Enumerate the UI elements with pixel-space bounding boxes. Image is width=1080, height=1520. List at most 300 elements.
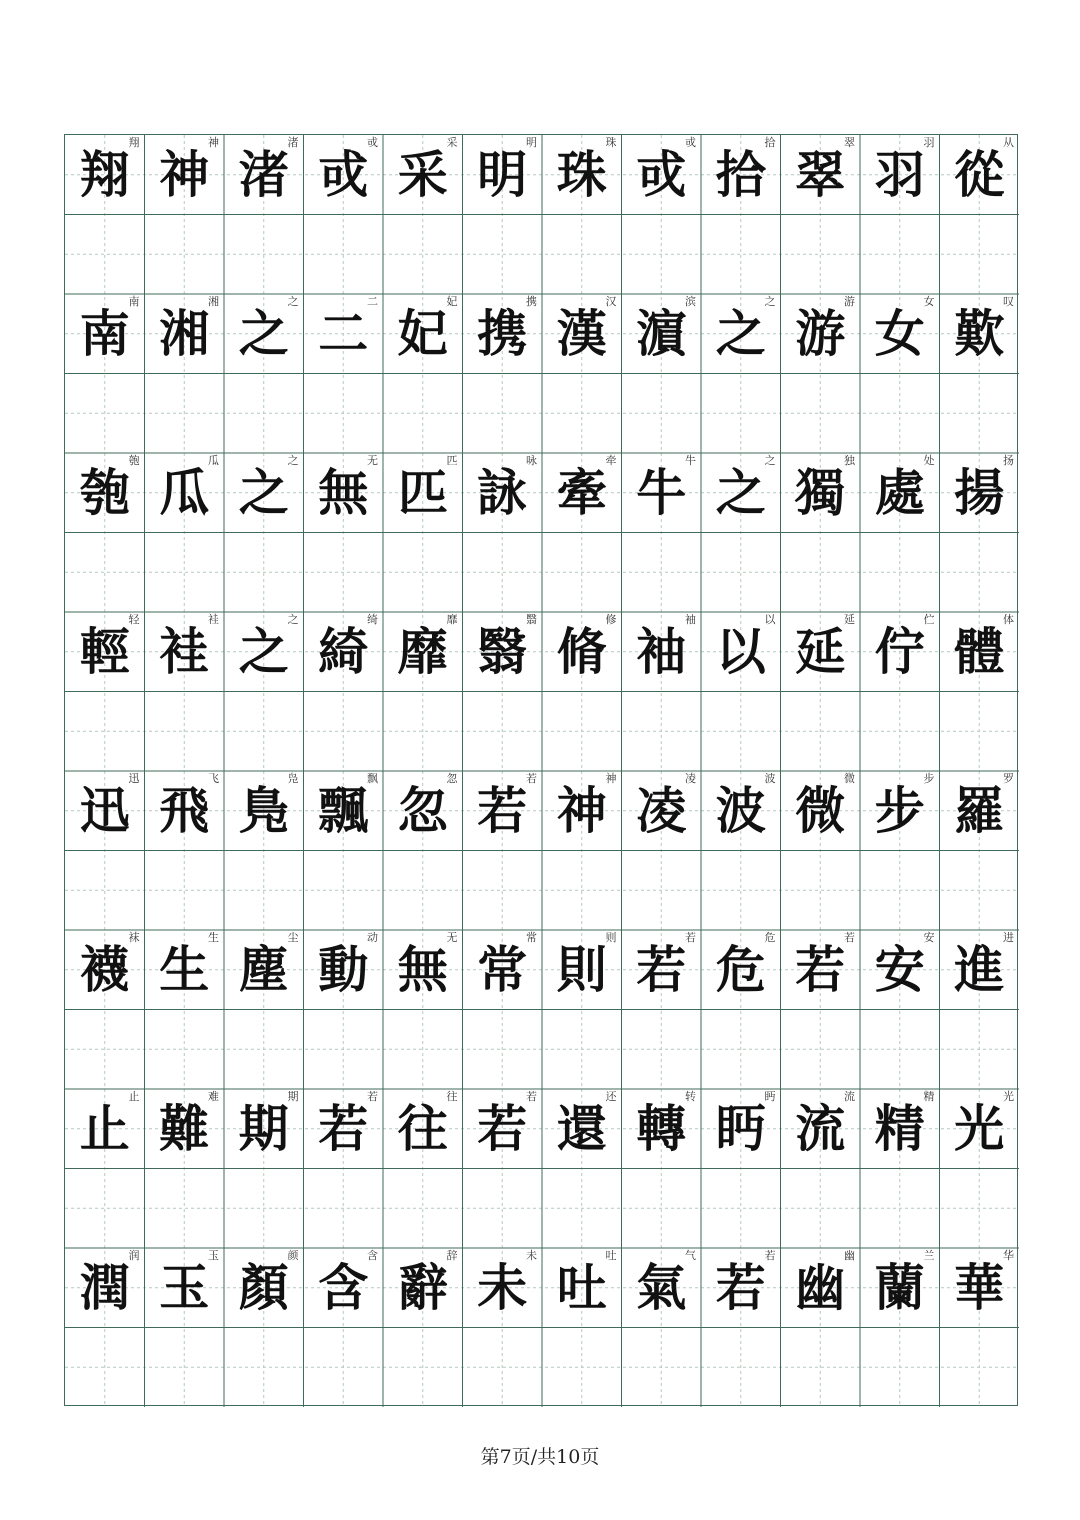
char-cell: [542, 612, 622, 692]
calligraphy-char: 幽: [795, 1258, 846, 1317]
practice-blank-cell: [622, 1010, 702, 1090]
char-cell: [65, 294, 145, 374]
calligraphy-char: 步: [874, 781, 925, 840]
practice-blank-cell: [65, 851, 145, 931]
calligraphy-char: 珠: [556, 145, 607, 204]
calligraphy-char: 凌: [636, 781, 687, 840]
calligraphy-char: 辭: [397, 1258, 448, 1317]
char-cell: [701, 771, 781, 851]
practice-blank-cell: [781, 1169, 861, 1249]
reference-char: 若: [844, 931, 855, 944]
char-cell: [781, 930, 861, 1010]
calligraphy-char: 光: [954, 1099, 1005, 1158]
practice-blank-cell: [622, 215, 702, 295]
calligraphy-char: 無: [397, 940, 448, 999]
calligraphy-char: 若: [715, 1258, 766, 1317]
char-cell: [940, 1089, 1020, 1169]
calligraphy-char: 以: [715, 622, 766, 681]
practice-blank-cell: [701, 692, 781, 772]
char-cell: [940, 453, 1020, 533]
practice-blank-cell: [383, 215, 463, 295]
practice-blank-cell: [463, 1010, 543, 1090]
reference-char: 转: [685, 1090, 696, 1103]
practice-blank-cell: [65, 1328, 145, 1408]
reference-char: 凌: [685, 772, 696, 785]
char-cell: [383, 1248, 463, 1328]
practice-blank-cell: [304, 692, 384, 772]
practice-row: [65, 1089, 1019, 1248]
calligraphy-char: 波: [715, 781, 766, 840]
calligraphy-char: 獨: [795, 463, 846, 522]
char-cell: [383, 1089, 463, 1169]
reference-char: 止: [128, 1090, 140, 1103]
practice-blank-cell: [65, 692, 145, 772]
calligraphy-char: 歎: [954, 304, 1005, 363]
char-cell: [542, 771, 622, 851]
practice-blank-cell: [224, 1010, 304, 1090]
practice-row: [65, 771, 1019, 930]
calligraphy-char: 顏: [238, 1258, 289, 1317]
reference-char: 牵: [605, 454, 617, 467]
calligraphy-char: 之: [715, 463, 766, 522]
practice-blank-cell: [383, 374, 463, 454]
practice-blank-cell: [622, 1169, 702, 1249]
calligraphy-char: 之: [238, 622, 289, 681]
practice-blank-cell: [860, 1328, 940, 1408]
char-cell: [224, 453, 304, 533]
practice-blank-cell: [781, 692, 861, 772]
char-cell: [304, 1248, 384, 1328]
calligraphy-char: 安: [874, 940, 925, 999]
reference-char: 若: [526, 1090, 537, 1103]
calligraphy-char: 湘: [159, 304, 210, 363]
practice-blank-cell: [622, 533, 702, 613]
char-cell: [860, 135, 940, 215]
char-cell: [383, 771, 463, 851]
char-cell: [542, 1248, 622, 1328]
reference-char: 绮: [367, 613, 378, 626]
calligraphy-char: 神: [556, 781, 607, 840]
page-number: 第7页/共10页: [480, 1446, 600, 1468]
char-cell: [145, 294, 225, 374]
reference-char: 无: [367, 454, 378, 467]
reference-char: 尘: [287, 931, 299, 944]
char-cell: [383, 453, 463, 533]
reference-char: 采: [446, 136, 458, 149]
reference-char: 瓜: [208, 454, 219, 467]
reference-char: 体: [1003, 613, 1014, 626]
practice-row: [65, 930, 1019, 1089]
practice-blank-cell: [65, 533, 145, 613]
calligraphy-char: 還: [556, 1099, 607, 1158]
practice-blank-cell: [65, 1169, 145, 1249]
practice-blank-cell: [622, 692, 702, 772]
reference-char: 飞: [208, 772, 219, 785]
practice-blank-cell: [542, 533, 622, 613]
reference-char: 珠: [605, 136, 617, 149]
reference-char: 羽: [923, 136, 935, 149]
char-cell: [701, 1089, 781, 1169]
calligraphy-char: 佇: [874, 622, 925, 681]
practice-blank-cell: [940, 1169, 1020, 1249]
reference-char: 戓: [367, 136, 378, 149]
char-cell: [622, 1248, 702, 1328]
practice-blank-cell: [65, 1010, 145, 1090]
reference-char: 翔: [128, 136, 140, 149]
reference-char: 袿: [208, 613, 219, 626]
calligraphy-char: 延: [795, 622, 846, 681]
char-cell: [542, 294, 622, 374]
char-cell: [542, 1089, 622, 1169]
practice-blank-cell: [383, 851, 463, 931]
practice-blank-cell: [860, 533, 940, 613]
char-cell: [224, 1089, 304, 1169]
practice-blank-cell: [145, 692, 225, 772]
practice-blank-cell: [304, 1328, 384, 1408]
calligraphy-char: 羽: [874, 145, 925, 204]
char-cell: [781, 612, 861, 692]
calligraphy-char: 往: [397, 1099, 448, 1158]
reference-char: 步: [923, 772, 935, 785]
calligraphy-char: 漢: [556, 304, 607, 363]
practice-blank-cell: [145, 533, 225, 613]
practice-blank-cell: [145, 1010, 225, 1090]
reference-char: 之: [287, 454, 299, 467]
reference-char: 若: [685, 931, 696, 944]
reference-char: 气: [685, 1249, 696, 1262]
char-cell: [781, 1089, 861, 1169]
practice-blank-cell: [781, 374, 861, 454]
char-cell: [304, 930, 384, 1010]
char-cell: [304, 135, 384, 215]
reference-char: 若: [367, 1090, 378, 1103]
reference-char: 精: [923, 1090, 935, 1103]
char-cell: [463, 294, 543, 374]
practice-blank-cell: [940, 374, 1020, 454]
calligraphy-char: 匏: [79, 463, 130, 522]
char-cell: [860, 294, 940, 374]
practice-row: [65, 612, 1019, 771]
reference-char: 靡: [446, 613, 458, 626]
practice-blank-cell: [145, 851, 225, 931]
reference-char: 忽: [446, 772, 458, 785]
char-cell: [701, 135, 781, 215]
char-cell: [65, 135, 145, 215]
reference-char: 眄: [764, 1090, 776, 1103]
calligraphy-char: 妃: [397, 304, 448, 363]
char-cell: [383, 294, 463, 374]
char-cell: [781, 1248, 861, 1328]
practice-grid: [64, 134, 1018, 1406]
char-cell: [781, 771, 861, 851]
reference-char: 生: [208, 931, 219, 944]
calligraphy-char: 詠: [477, 463, 528, 522]
calligraphy-char: 之: [715, 304, 766, 363]
char-cell: [622, 135, 702, 215]
calligraphy-char: 神: [159, 145, 210, 204]
calligraphy-char: 從: [954, 145, 1005, 204]
reference-char: 颜: [287, 1249, 299, 1262]
reference-char: 幽: [844, 1249, 855, 1262]
calligraphy-char: 戓: [318, 145, 369, 204]
calligraphy-char: 翳: [477, 622, 528, 681]
calligraphy-char: 脩: [556, 622, 607, 681]
practice-blank-cell: [860, 1169, 940, 1249]
reference-char: 未: [526, 1249, 537, 1262]
char-cell: [701, 1248, 781, 1328]
calligraphy-char: 吐: [556, 1258, 607, 1317]
practice-row: [65, 1248, 1019, 1407]
practice-blank-cell: [65, 374, 145, 454]
reference-char: 罗: [1003, 772, 1014, 785]
calligraphy-char: 止: [79, 1099, 130, 1158]
practice-blank-cell: [701, 215, 781, 295]
reference-char: 延: [844, 613, 855, 626]
char-cell: [622, 612, 702, 692]
calligraphy-char: 微: [795, 781, 846, 840]
char-cell: [383, 612, 463, 692]
calligraphy-char: 無: [318, 463, 369, 522]
reference-char: 匏: [128, 454, 140, 467]
char-cell: [145, 1248, 225, 1328]
char-cell: [145, 135, 225, 215]
practice-blank-cell: [145, 1169, 225, 1249]
practice-blank-cell: [224, 851, 304, 931]
char-cell: [463, 135, 543, 215]
calligraphy-char: 牛: [636, 463, 687, 522]
char-cell: [542, 453, 622, 533]
calligraphy-char: 綺: [318, 622, 369, 681]
practice-blank-cell: [463, 533, 543, 613]
calligraphy-char: 玉: [159, 1258, 210, 1317]
calligraphy-char: 飛: [159, 781, 210, 840]
practice-blank-cell: [940, 1010, 1020, 1090]
calligraphy-char: 若: [477, 1099, 528, 1158]
practice-blank-cell: [304, 1169, 384, 1249]
practice-blank-cell: [701, 374, 781, 454]
reference-char: 之: [764, 454, 776, 467]
reference-char: 袖: [685, 613, 696, 626]
practice-blank-cell: [860, 851, 940, 931]
calligraphy-char: 體: [954, 622, 1005, 681]
char-cell: [224, 135, 304, 215]
char-cell: [781, 135, 861, 215]
calligraphy-char: 難: [159, 1099, 210, 1158]
calligraphy-char: 進: [954, 940, 1005, 999]
practice-blank-cell: [463, 1169, 543, 1249]
calligraphy-char: 若: [636, 940, 687, 999]
calligraphy-char: 之: [238, 304, 289, 363]
char-cell: [940, 771, 1020, 851]
reference-char: 携: [526, 295, 537, 308]
char-cell: [860, 1248, 940, 1328]
char-cell: [65, 453, 145, 533]
practice-blank-cell: [463, 374, 543, 454]
char-cell: [224, 612, 304, 692]
reference-char: 以: [764, 613, 776, 626]
char-cell: [463, 453, 543, 533]
calligraphy-char: 翠: [795, 145, 846, 204]
calligraphy-char: 若: [318, 1099, 369, 1158]
reference-char: 含: [367, 1249, 378, 1262]
practice-blank-cell: [781, 215, 861, 295]
reference-char: 袜: [128, 931, 140, 944]
calligraphy-char: 袿: [159, 622, 210, 681]
reference-char: 迅: [128, 772, 140, 785]
char-cell: [463, 771, 543, 851]
reference-char: 明: [526, 136, 537, 149]
practice-blank-cell: [542, 1169, 622, 1249]
char-cell: [860, 612, 940, 692]
char-cell: [65, 1248, 145, 1328]
practice-blank-cell: [224, 692, 304, 772]
calligraphy-char: 携: [477, 304, 528, 363]
reference-char: 吐: [605, 1249, 617, 1262]
reference-char: 进: [1003, 931, 1014, 944]
calligraphy-char: 靡: [397, 622, 448, 681]
calligraphy-char: 華: [954, 1258, 1005, 1317]
reference-char: 难: [208, 1090, 219, 1103]
calligraphy-char: 常: [477, 940, 528, 999]
calligraphy-char: 濵: [636, 304, 687, 363]
practice-blank-cell: [542, 374, 622, 454]
practice-blank-cell: [65, 215, 145, 295]
calligraphy-char: 輕: [79, 622, 130, 681]
practice-blank-cell: [304, 851, 384, 931]
practice-blank-cell: [145, 374, 225, 454]
calligraphy-char: 二: [318, 304, 369, 363]
reference-char: 从: [1003, 136, 1014, 149]
practice-blank-cell: [542, 1328, 622, 1408]
calligraphy-char: 生: [159, 940, 210, 999]
reference-char: 之: [287, 295, 299, 308]
reference-char: 汉: [605, 295, 617, 308]
practice-blank-cell: [701, 533, 781, 613]
practice-blank-cell: [781, 1010, 861, 1090]
calligraphy-char: 采: [397, 145, 448, 204]
reference-char: 女: [923, 295, 935, 308]
reference-char: 翳: [526, 613, 537, 626]
reference-char: 若: [764, 1249, 776, 1262]
reference-char: 兰: [923, 1249, 935, 1262]
practice-blank-cell: [622, 1328, 702, 1408]
practice-row: [65, 135, 1019, 294]
reference-char: 咏: [526, 454, 537, 467]
calligraphy-char: 處: [874, 463, 925, 522]
calligraphy-char: 牽: [556, 463, 607, 522]
practice-blank-cell: [940, 1328, 1020, 1408]
reference-char: 拾: [764, 136, 776, 149]
calligraphy-char: 迅: [79, 781, 130, 840]
reference-char: 往: [446, 1090, 458, 1103]
practice-blank-cell: [542, 692, 622, 772]
reference-char: 无: [446, 931, 458, 944]
char-cell: [65, 1089, 145, 1169]
practice-blank-cell: [383, 1010, 463, 1090]
practice-blank-cell: [701, 1328, 781, 1408]
reference-char: 常: [526, 931, 537, 944]
char-cell: [701, 930, 781, 1010]
practice-row: [65, 453, 1019, 612]
practice-blank-cell: [860, 374, 940, 454]
char-cell: [542, 135, 622, 215]
char-cell: [383, 135, 463, 215]
practice-blank-cell: [383, 1169, 463, 1249]
calligraphy-char: 袖: [636, 622, 687, 681]
calligraphy-char: 拾: [715, 145, 766, 204]
calligraphy-char: 流: [795, 1099, 846, 1158]
calligraphy-char: 女: [874, 304, 925, 363]
reference-char: 光: [1003, 1090, 1014, 1103]
calligraphy-char: 揚: [954, 463, 1005, 522]
reference-char: 叹: [1003, 295, 1014, 308]
calligraphy-char: 之: [238, 463, 289, 522]
practice-blank-cell: [940, 851, 1020, 931]
practice-blank-cell: [383, 533, 463, 613]
calligraphy-char: 忽: [397, 781, 448, 840]
reference-char: 辞: [446, 1249, 458, 1262]
char-cell: [622, 294, 702, 374]
char-cell: [304, 771, 384, 851]
practice-row: [65, 294, 1019, 453]
char-cell: [463, 1089, 543, 1169]
char-cell: [224, 294, 304, 374]
practice-blank-cell: [304, 1010, 384, 1090]
practice-blank-cell: [542, 1010, 622, 1090]
calligraphy-char: 動: [318, 940, 369, 999]
char-cell: [860, 1089, 940, 1169]
calligraphy-char: 轉: [636, 1099, 687, 1158]
calligraphy-char: 渚: [238, 145, 289, 204]
char-cell: [224, 930, 304, 1010]
reference-char: 之: [287, 613, 299, 626]
practice-blank-cell: [304, 533, 384, 613]
reference-char: 牛: [685, 454, 696, 467]
char-cell: [940, 135, 1020, 215]
reference-char: 还: [605, 1090, 617, 1103]
reference-char: 南: [128, 295, 140, 308]
char-cell: [940, 294, 1020, 374]
reference-char: 独: [844, 454, 855, 467]
char-cell: [304, 612, 384, 692]
calligraphy-char: 鳬: [238, 781, 289, 840]
practice-blank-cell: [224, 1328, 304, 1408]
reference-char: 二: [367, 295, 378, 308]
practice-blank-cell: [940, 533, 1020, 613]
practice-blank-cell: [383, 1328, 463, 1408]
reference-char: 处: [923, 454, 935, 467]
practice-blank-cell: [542, 215, 622, 295]
practice-blank-cell: [224, 1169, 304, 1249]
char-cell: [622, 930, 702, 1010]
calligraphy-char: 戓: [636, 145, 687, 204]
practice-blank-cell: [860, 215, 940, 295]
calligraphy-char: 匹: [397, 463, 448, 522]
practice-blank-cell: [224, 374, 304, 454]
reference-char: 安: [923, 931, 935, 944]
calligraphy-char: 蘭: [874, 1258, 925, 1317]
practice-blank-cell: [383, 692, 463, 772]
calligraphy-char: 若: [795, 940, 846, 999]
reference-char: 翠: [844, 136, 855, 149]
char-cell: [622, 453, 702, 533]
char-cell: [145, 771, 225, 851]
practice-blank-cell: [860, 692, 940, 772]
practice-blank-cell: [940, 215, 1020, 295]
reference-char: 波: [764, 772, 776, 785]
char-cell: [145, 453, 225, 533]
reference-char: 微: [844, 772, 855, 785]
